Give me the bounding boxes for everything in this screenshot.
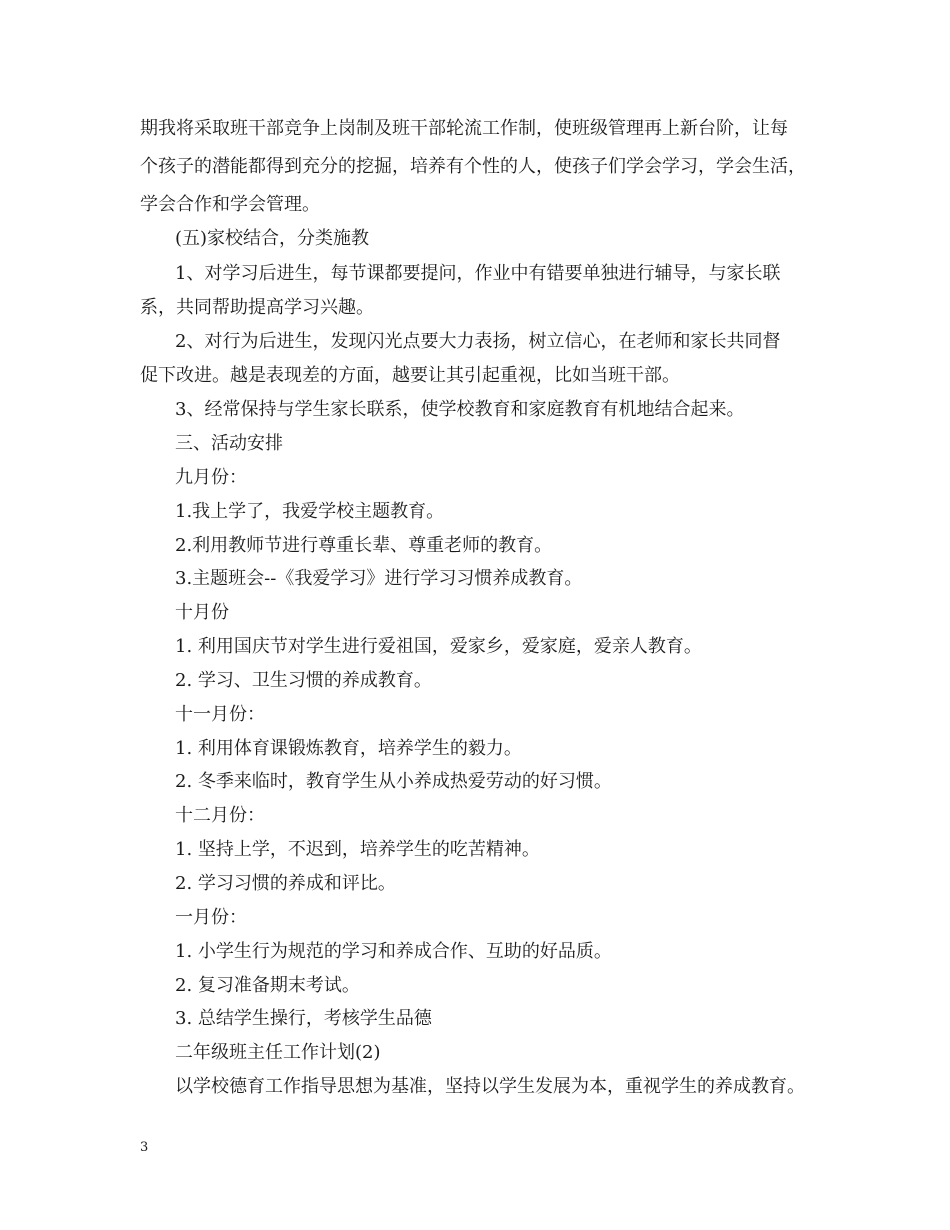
- month-heading: 十月份: [175, 602, 229, 623]
- list-item: 3.主题班会--《我爱学习》进行学习习惯养成教育。: [175, 568, 583, 589]
- paragraph-line: 个孩子的潜能都得到充分的挖掘，培养有个性的人，使孩子们学会学习，学会生活，: [140, 156, 806, 177]
- list-item: 2. 复习准备期末考试。: [175, 975, 360, 996]
- paragraph-line: 1、对学习后进生，每节课都要提问，作业中有错要单独进行辅导，与家长联: [175, 263, 781, 284]
- list-item: 2. 冬季来临时，教育学生从小养成热爱劳动的好习惯。: [175, 771, 612, 792]
- list-item: 1. 坚持上学，不迟到，培养学生的吃苦精神。: [175, 839, 540, 860]
- paragraph-line: 以学校德育工作指导思想为基准，坚持以学生发展为本，重视学生的养成教育。: [175, 1076, 805, 1097]
- paragraph-line: 3、经常保持与学生家长联系，使学校教育和家庭教育有机地结合起来。: [175, 399, 745, 420]
- list-item: 1.我上学了，我爱学校主题教育。: [175, 501, 445, 522]
- page-number: 3: [140, 1140, 149, 1155]
- section-heading: 三、活动安排: [175, 433, 283, 454]
- list-item: 1. 利用体育课锻炼教育，培养学生的毅力。: [175, 738, 522, 759]
- list-item: 2.利用教师节进行尊重长辈、尊重老师的教育。: [175, 535, 553, 556]
- list-item: 2. 学习习惯的养成和评比。: [175, 873, 396, 894]
- section-heading: (五)家校结合，分类施教: [175, 228, 370, 249]
- paragraph-line: 促下改进。越是表现差的方面，越要让其引起重视，比如当班干部。: [140, 365, 680, 386]
- month-heading: 十一月份：: [175, 704, 265, 725]
- paragraph-line: 2、对行为后进生，发现闪光点要大力表扬，树立信心，在老师和家长共同督: [175, 331, 781, 352]
- list-item: 3. 总结学生操行，考核学生品德: [175, 1008, 432, 1029]
- month-heading: 一月份：: [175, 907, 247, 928]
- section-title: 二年级班主任工作计划(2): [175, 1042, 381, 1063]
- list-item: 1. 利用国庆节对学生进行爱祖国，爱家乡，爱家庭，爱亲人教育。: [175, 636, 702, 657]
- paragraph-line: 期我将采取班干部竞争上岗制及班干部轮流工作制，使班级管理再上新台阶，让每: [140, 118, 788, 139]
- paragraph-line: 系，共同帮助提高学习兴趣。: [140, 297, 374, 318]
- month-heading: 十二月份：: [175, 805, 265, 826]
- list-item: 2. 学习、卫生习惯的养成教育。: [175, 670, 432, 691]
- list-item: 1. 小学生行为规范的学习和养成合作、互助的好品质。: [175, 941, 612, 962]
- paragraph-line: 学会合作和学会管理。: [140, 194, 320, 215]
- month-heading: 九月份：: [175, 467, 247, 488]
